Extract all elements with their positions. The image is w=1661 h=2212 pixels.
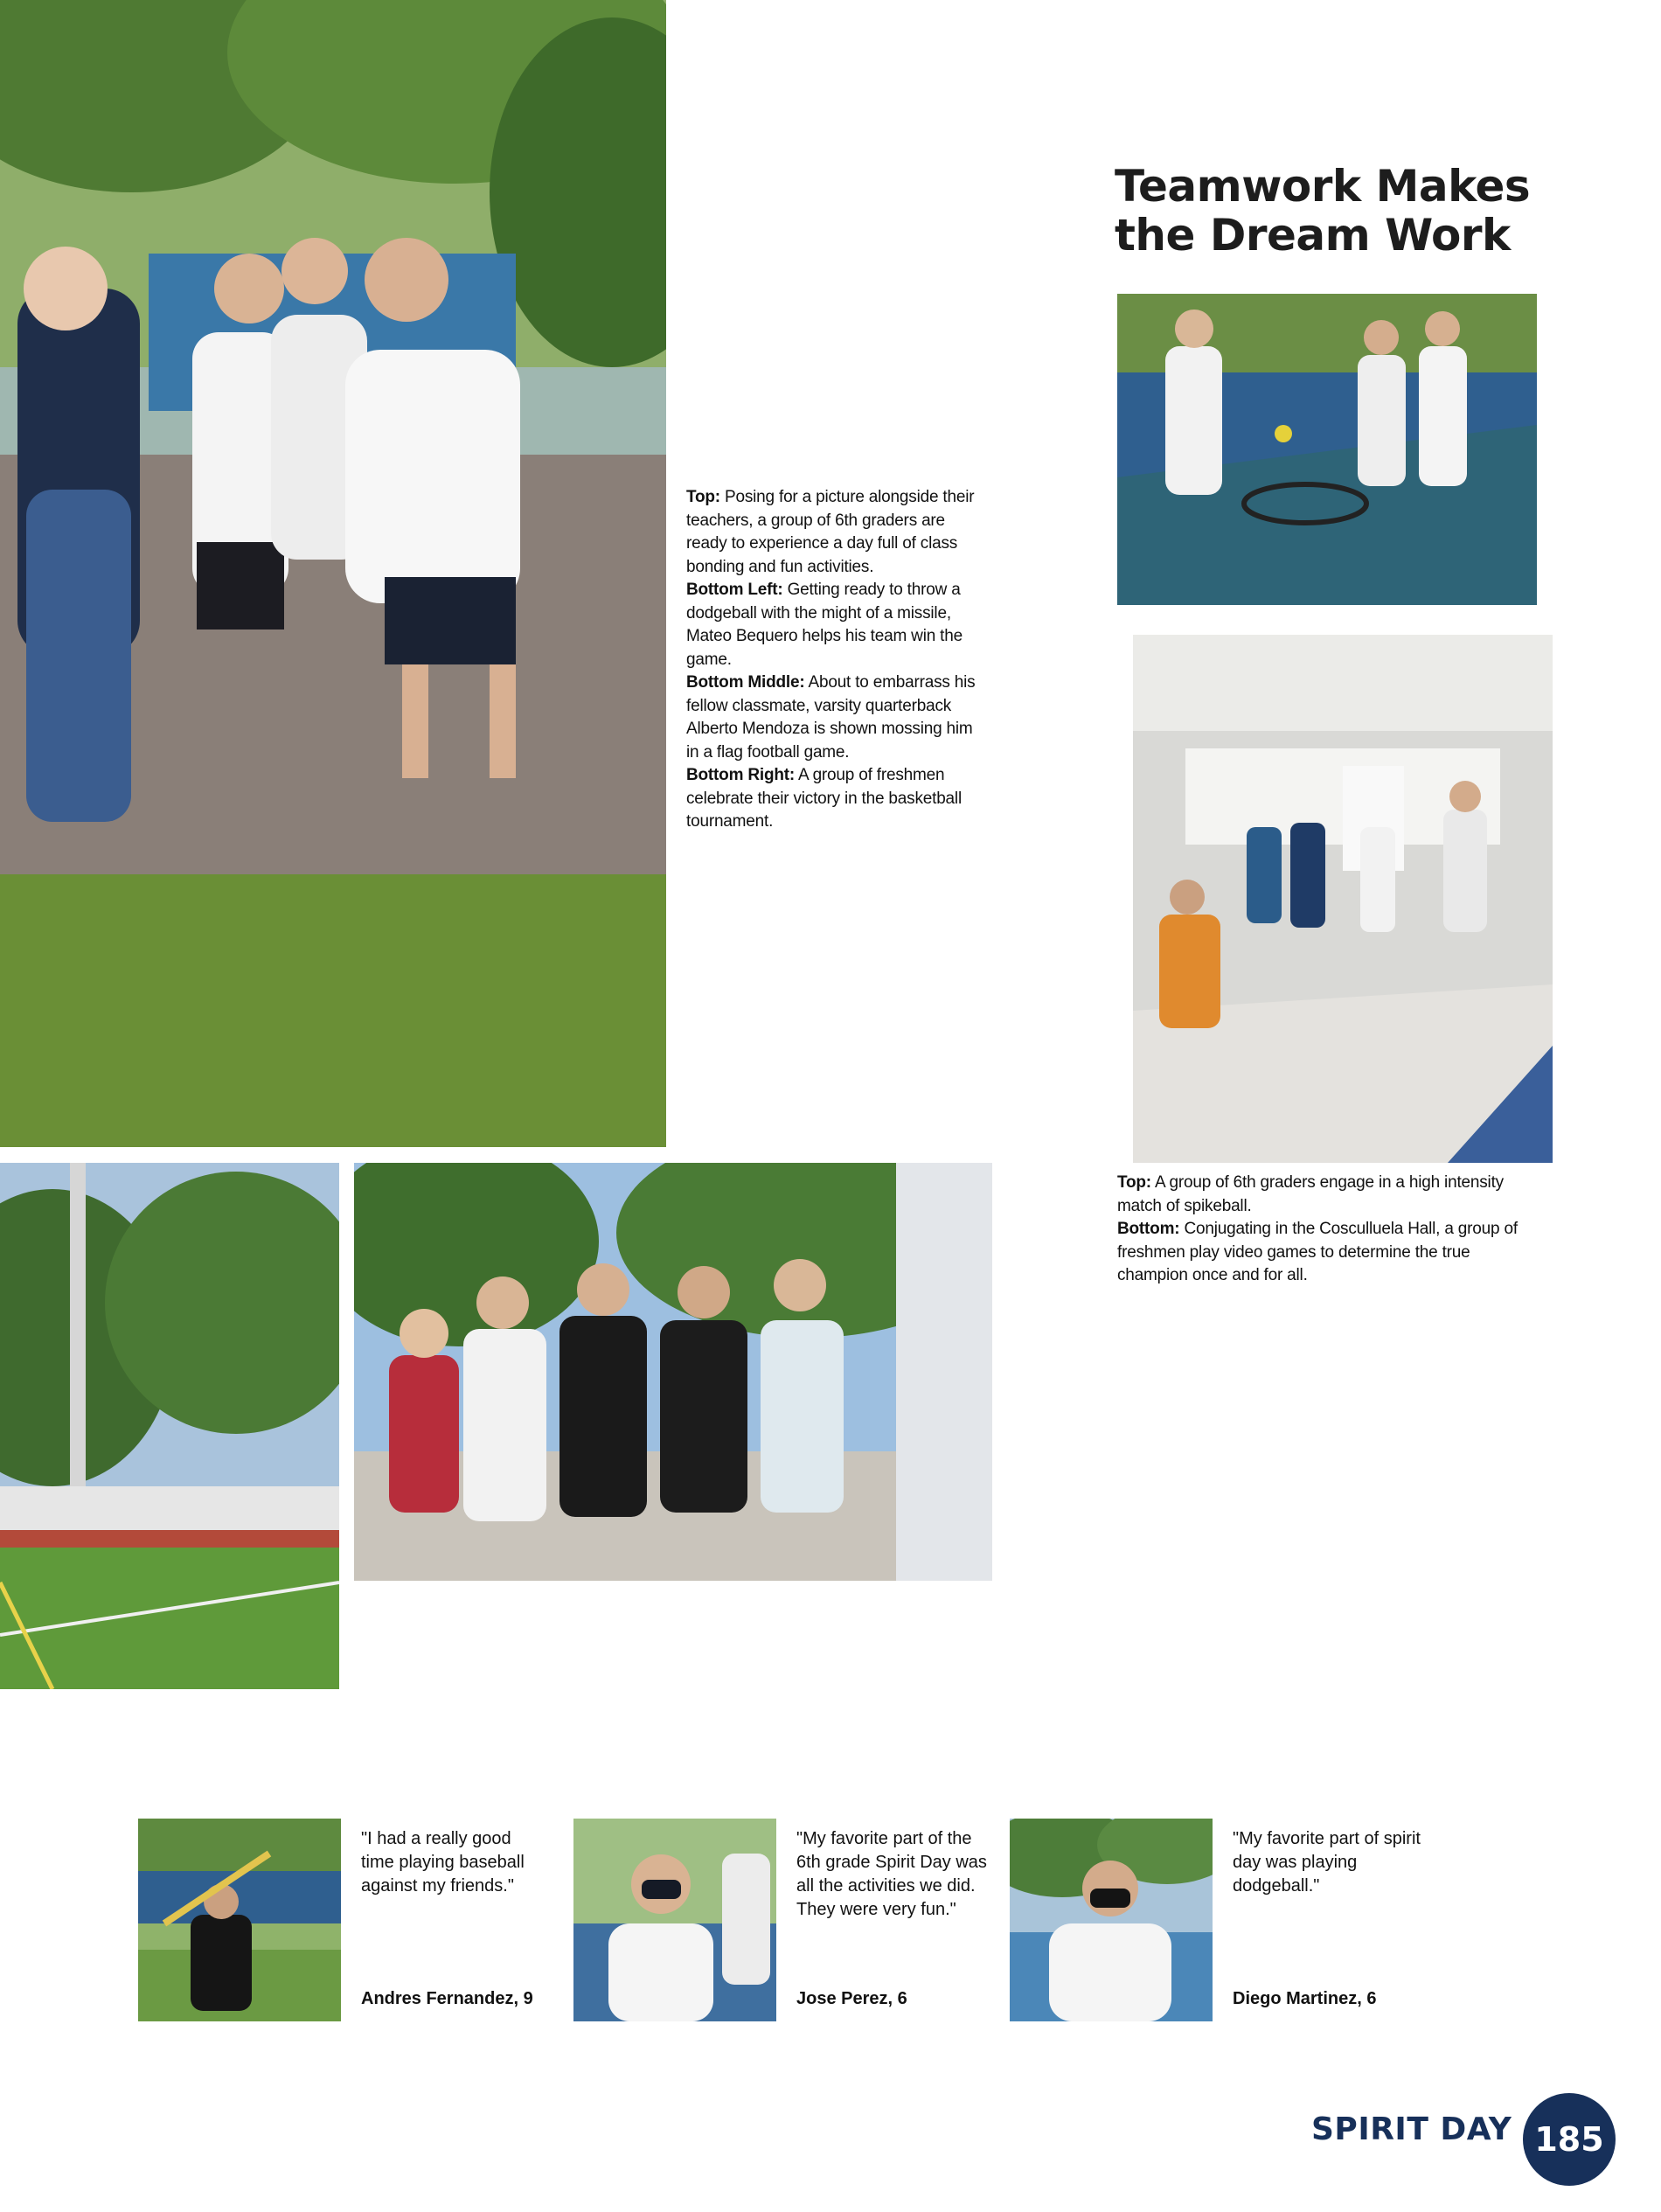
page-number-badge: [1523, 2093, 1616, 2186]
caption-item: [1117, 1172, 1528, 1218]
caption-item: [686, 764, 988, 834]
photo-students-posing: [0, 0, 666, 1147]
quote-photo-baseball: [138, 1819, 341, 2021]
heading-line-1: Teamwork Makes: [1115, 161, 1531, 212]
page-number: 185: [1534, 2120, 1604, 2159]
caption-text: Posing for a picture alongside their teachers, a group of 6th graders are ready to experience a day full of class bonding and fun activities.: [686, 488, 975, 576]
quote-photo-student: [573, 1819, 776, 2021]
caption-text: A group of 6th graders engage in a high intensity match of spikeball.: [1117, 1173, 1504, 1215]
quote-text: "My favorite part of spirit day was playing dodgeball.": [1233, 1829, 1421, 1896]
section-title: SPIRIT DAY: [1311, 2111, 1512, 2147]
caption-text: Getting ready to throw a dodgeball with the might of a missile, Mateo Bequero helps his team win the game.: [686, 581, 963, 669]
caption-label: Bottom Middle:: [686, 673, 805, 692]
quote-photo-dodgeball: [1010, 1819, 1213, 2021]
caption-text: Conjugating in the Cosculluela Hall, a group of freshmen play video games to determine the true champion once and for all.: [1117, 1220, 1518, 1284]
quote-author: Jose Perez, 6: [796, 1989, 907, 2008]
caption-left: [686, 486, 988, 834]
caption-text: About to embarrass his fellow classmate, varsity quarterback Alberto Mendoza is shown mossing him in a flag football game.: [686, 673, 976, 762]
caption-label: Top:: [686, 488, 720, 506]
caption-item: [686, 486, 988, 579]
photo-field: [0, 1163, 339, 1689]
quote-author: Diego Martinez, 6: [1233, 1989, 1377, 2008]
heading-line-2: the Dream Work: [1115, 210, 1511, 261]
photo-spikeball: [1117, 294, 1537, 605]
quote-text: "I had a really good time playing baseball against my friends.": [361, 1829, 525, 1896]
caption-text: A group of freshmen celebrate their victory in the basketball tournament.: [686, 766, 962, 831]
caption-item: [686, 671, 988, 764]
quote-text: "My favorite part of the 6th grade Spirit Day was all the activities we did. They were very fun.": [796, 1829, 987, 1919]
caption-label: Bottom:: [1117, 1220, 1180, 1238]
quote-author: Andres Fernandez, 9: [361, 1989, 533, 2008]
caption-label: Bottom Right:: [686, 766, 796, 784]
caption-item: [686, 579, 988, 671]
caption-label: Top:: [1117, 1173, 1151, 1192]
caption-right: [1117, 1172, 1528, 1288]
photo-freshmen-jerseys: [354, 1163, 992, 1581]
photo-cosculluela-hall: [1133, 635, 1553, 1163]
caption-item: [1117, 1218, 1528, 1288]
caption-label: Bottom Left:: [686, 581, 783, 599]
page-heading: [1115, 162, 1569, 260]
